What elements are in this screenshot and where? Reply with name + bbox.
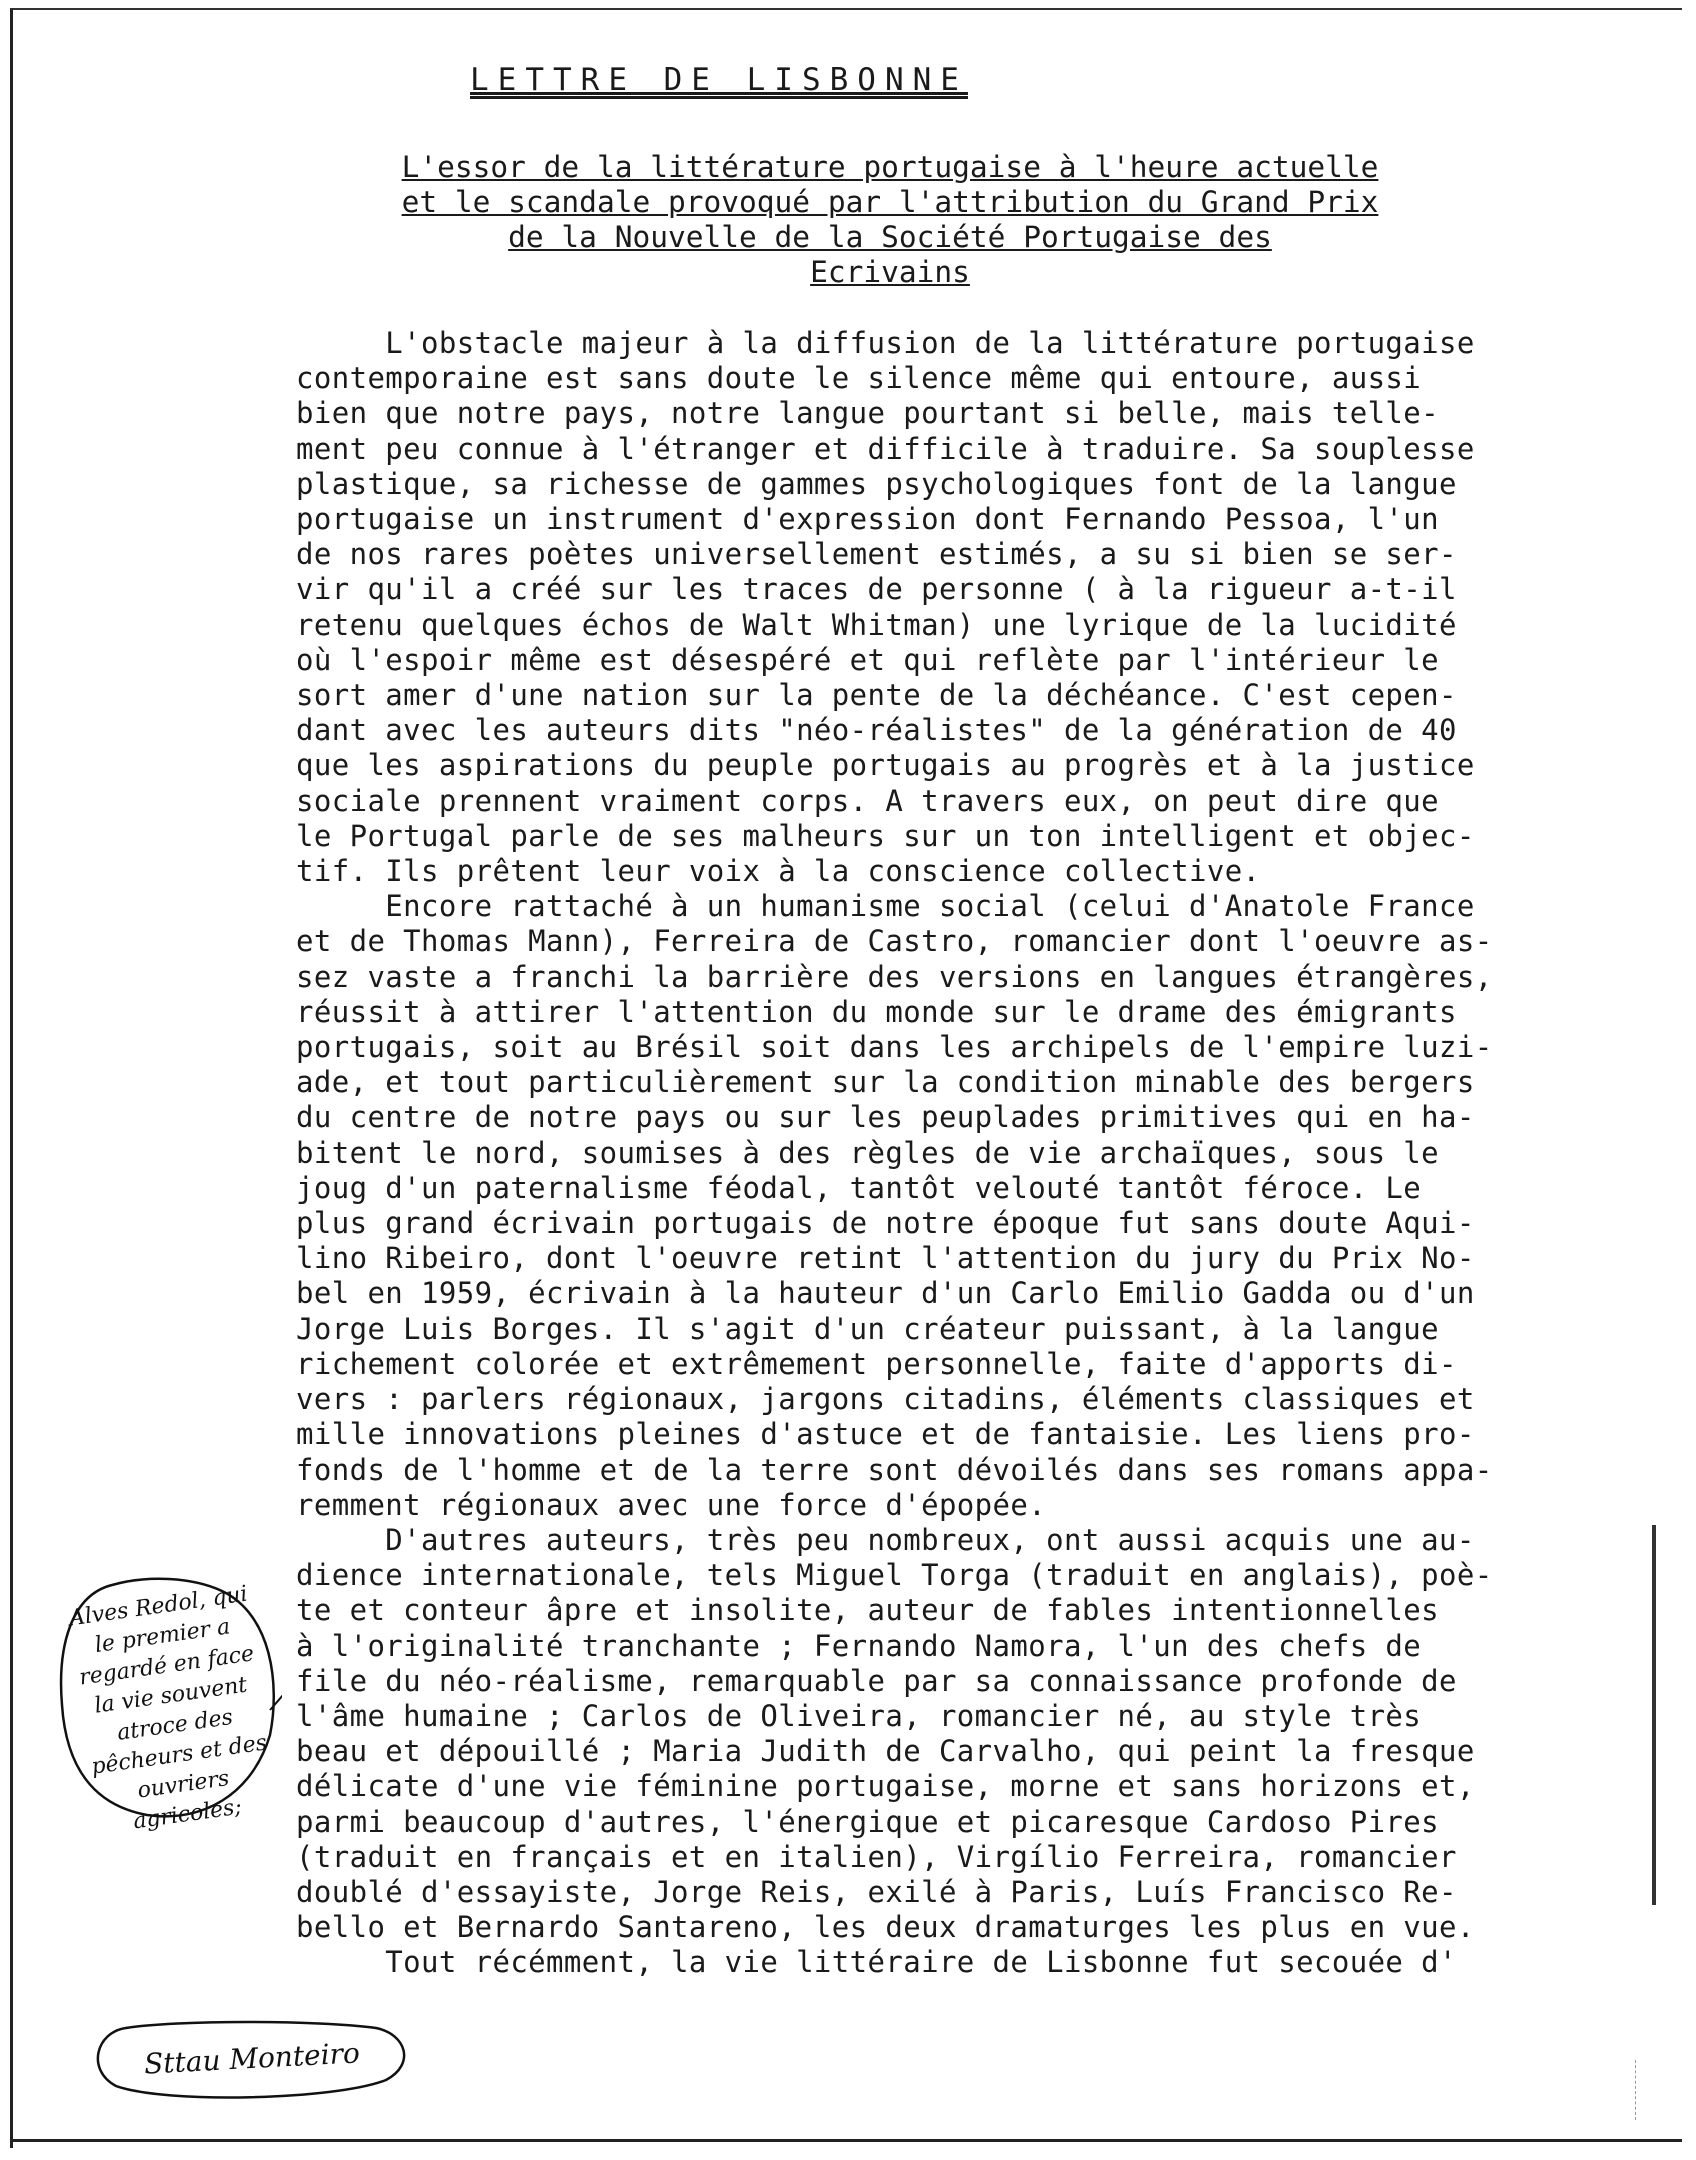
body-line: (traduit en français et en italien), Virgílio Ferreira, romancier bbox=[296, 1839, 1457, 1874]
body-line: où l'espoir même est désespéré et qui reflète par l'intérieur le bbox=[296, 642, 1440, 677]
body-line: tif. Ils prêtent leur voix à la conscience collective. bbox=[296, 854, 1261, 889]
body-line: lino Ribeiro, dont l'oeuvre retint l'attention du jury du Prix No- bbox=[296, 1241, 1475, 1276]
body-line: bel en 1959, écrivain à la hauteur d'un Carlo Emilio Gadda ou d'un bbox=[296, 1276, 1475, 1311]
body-line: joug d'un paternalisme féodal, tantôt velouté tantôt féroce. Le bbox=[296, 1170, 1422, 1205]
body-line: que les aspirations du peuple portugais au progrès et à la justice bbox=[296, 748, 1475, 783]
body-line: ade, et tout particulièrement sur la condition minable des bergers bbox=[296, 1065, 1475, 1100]
body-line: à l'originalité tranchante ; Fernando Namora, l'un des chefs de bbox=[296, 1628, 1422, 1663]
body-line: parmi beaucoup d'autres, l'énergique et picaresque Cardoso Pires bbox=[296, 1804, 1440, 1839]
body-line: portugais, soit au Brésil soit dans les archipels de l'empire luzi- bbox=[296, 1030, 1493, 1065]
body-line: l'âme humaine ; Carlos de Oliveira, romancier né, au style très bbox=[296, 1698, 1422, 1733]
body-line: dience internationale, tels Miguel Torga (traduit en anglais), poè- bbox=[296, 1558, 1493, 1593]
body-line: Jorge Luis Borges. Il s'agit d'un créateur puissant, à la langue bbox=[296, 1311, 1440, 1346]
body-line: ment peu connue à l'étranger et difficile à traduire. Sa souplesse bbox=[296, 431, 1475, 466]
subtitle-line: de la Nouvelle de la Société Portugaise des bbox=[508, 220, 1272, 254]
margin-mark bbox=[1652, 1525, 1656, 1905]
body-line: mille innovations pleines d'astuce et de fantaisie. Les liens pro- bbox=[296, 1417, 1475, 1452]
body-line: te et conteur âpre et insolite, auteur de fables intentionnelles bbox=[296, 1593, 1440, 1628]
scan-artifact bbox=[1635, 2060, 1666, 2120]
body-line: réussit à attirer l'attention du monde sur le drame des émigrants bbox=[296, 994, 1457, 1029]
body-line: Encore rattaché à un humanisme social (celui d'Anatole France bbox=[296, 889, 1475, 924]
body-line: dant avec les auteurs dits "néo-réalistes" de la génération de 40 bbox=[296, 713, 1457, 748]
body-line: et de Thomas Mann), Ferreira de Castro, romancier dont l'oeuvre as- bbox=[296, 924, 1493, 959]
handwritten-margin-note bbox=[52, 1575, 282, 1835]
handwritten-signature bbox=[86, 2020, 416, 2100]
body-line: sociale prennent vraiment corps. A travers eux, on peut dire que bbox=[296, 783, 1440, 818]
body-line: beau et dépouillé ; Maria Judith de Carvalho, qui peint la fresque bbox=[296, 1734, 1475, 1769]
body-line: doublé d'essayiste, Jorge Reis, exilé à Paris, Luís Francisco Re- bbox=[296, 1874, 1457, 1909]
body-line: L'obstacle majeur à la diffusion de la littérature portugaise bbox=[296, 326, 1475, 360]
body-line: vers : parlers régionaux, jargons citadins, éléments classiques et bbox=[296, 1382, 1475, 1417]
signature-text: Sttau Monteiro bbox=[143, 2036, 361, 2081]
margin-note-text: Alves Redol, qui le premier a regardé en face la vie souvent atroce des pêcheurs et des ouvriers agricoles; bbox=[67, 1581, 269, 1835]
document-title: LETTRE DE LISBONNE bbox=[470, 62, 968, 98]
body-line: sez vaste a franchi la barrière des versions en langues étrangères, bbox=[296, 959, 1493, 994]
body-line: plastique, sa richesse de gammes psychologiques font de la langue bbox=[296, 466, 1457, 501]
body-line: richement colorée et extrêmement personnelle, faite d'apports di- bbox=[296, 1346, 1457, 1381]
body-line: plus grand écrivain portugais de notre époque fut sans doute Aqui- bbox=[296, 1206, 1475, 1241]
body-line: fonds de l'homme et de la terre sont dévoilés dans ses romans appa- bbox=[296, 1452, 1493, 1487]
body-line: bello et Bernardo Santareno, les deux dramaturges les plus en vue. bbox=[296, 1910, 1475, 1945]
document-subtitle bbox=[300, 150, 1480, 290]
body-line: remment régionaux avec une force d'épopée. bbox=[296, 1487, 1047, 1522]
subtitle-line: et le scandale provoqué par l'attribution du Grand Prix bbox=[401, 185, 1379, 219]
body-line: Tout récémment, la vie littéraire de Lisbonne fut secouée d' bbox=[296, 1945, 1457, 1980]
body-line: du centre de notre pays ou sur les peuplades primitives qui en ha- bbox=[296, 1100, 1475, 1135]
subtitle-line: Ecrivains bbox=[810, 255, 970, 289]
body-line: contemporaine est sans doute le silence même qui entoure, aussi bbox=[296, 361, 1422, 396]
body-line: délicate d'une vie féminine portugaise, morne et sans horizons et, bbox=[296, 1769, 1475, 1804]
body-line: de nos rares poètes universellement estimés, a su si bien se ser- bbox=[296, 537, 1457, 572]
body-line: sort amer d'une nation sur la pente de la déchéance. C'est cepen- bbox=[296, 678, 1457, 713]
body-line: bitent le nord, soumises à des règles de vie archaïques, sous le bbox=[296, 1135, 1440, 1170]
body-line: le Portugal parle de ses malheurs sur un ton intelligent et objec- bbox=[296, 818, 1475, 853]
body-line: portugaise un instrument d'expression dont Fernando Pessoa, l'un bbox=[296, 502, 1440, 537]
bottom-rule bbox=[13, 2139, 1682, 2142]
body-line: bien que notre pays, notre langue pourtant si belle, mais telle- bbox=[296, 396, 1440, 431]
subtitle-line: L'essor de la littérature portugaise à l'heure actuelle bbox=[401, 150, 1379, 184]
body-line: vir qu'il a créé sur les traces de personne ( à la rigueur a-t-il bbox=[296, 572, 1457, 607]
letter-body bbox=[296, 326, 1656, 1981]
body-line: file du néo-réalisme, remarquable par sa connaissance profonde de bbox=[296, 1663, 1457, 1698]
body-line: retenu quelques échos de Walt Whitman) une lyrique de la lucidité bbox=[296, 607, 1457, 642]
body-line: D'autres auteurs, très peu nombreux, ont aussi acquis une au- bbox=[296, 1522, 1475, 1557]
